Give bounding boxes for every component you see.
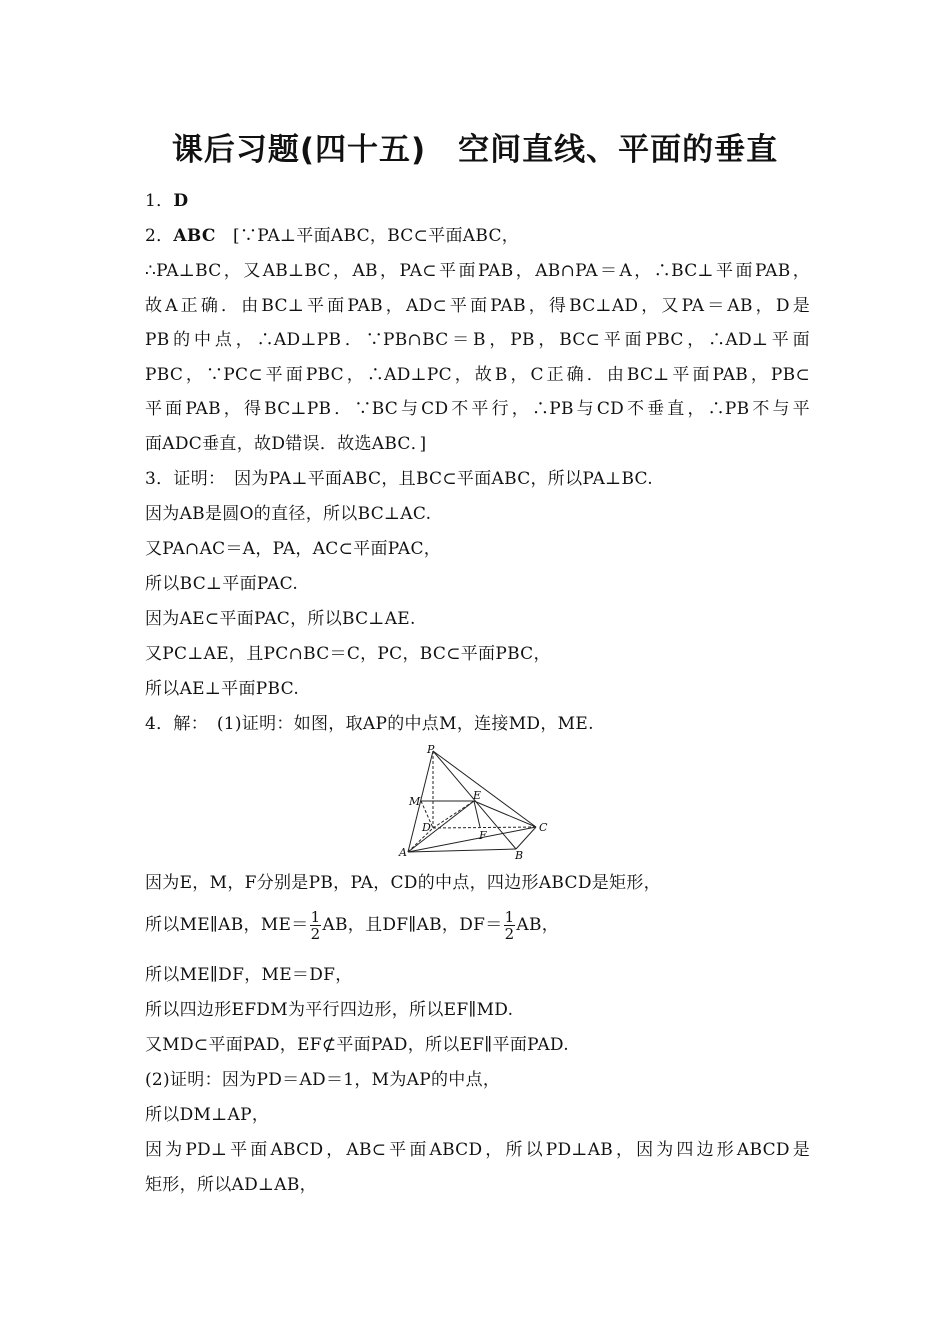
label-D: D [422,821,431,834]
geometry-figure [390,743,560,863]
fraction-numerator: 1 [504,908,515,926]
text-line: 平面PAB，得BC⊥PB．∵BC与CD不平行，∴PB与CD不垂直，∴PB不与平 [145,399,810,419]
fraction-denominator: 2 [504,925,515,943]
text-line: 所以BC⊥平面PAC. [145,574,299,594]
answer-number: 2． [145,226,174,246]
fraction-numerator: 1 [310,908,321,926]
text-line: 因为PD⊥平面ABCD，AB⊂平面ABCD，所以PD⊥AB，因为四边形ABCD是 [145,1140,810,1160]
text-line: (2)证明：因为PD＝AD＝1，M为AP的中点， [145,1070,501,1090]
text-line: 又MD⊂平面PAD，EF⊄平面PAD，所以EF∥平面PAD. [145,1035,569,1055]
edge-AE [408,801,474,852]
fraction-denominator: 2 [310,925,321,943]
answer-1 [145,189,810,213]
text-line: 因为AB是圆O的直径，所以BC⊥AC. [145,504,432,524]
text-line: 所以ME∥DF，ME＝DF， [145,965,353,985]
label-E: E [473,789,482,802]
label-F: F [479,829,487,842]
text-line: 所以四边形EFDM为平行四边形，所以EF∥MD. [145,1000,514,1020]
label-P: P [427,743,435,756]
label-C: C [539,821,548,834]
text-line: 4．解： (1)证明：如图，取AP的中点M，连接MD，ME. [145,714,594,734]
answer-choice: ABC [173,226,216,246]
answer-choice: D [173,191,189,211]
text-segment: AB，且DF∥AB，DF＝ [322,915,503,935]
edge-DC [433,827,536,828]
page-title: 课后习题(四十五) 空间直线、平面的垂直 [171,132,779,168]
answer-2 [145,224,810,248]
answer-number: 1． [145,191,174,211]
text-segment: AB， [516,915,560,935]
label-B: B [515,849,524,862]
label-M: M [409,795,421,808]
text-line: 所以DM⊥AP， [145,1105,270,1125]
text-line-with-fractions [145,905,810,945]
text-line: 面ADC垂直，故D错误．故选ABC．] [145,434,427,454]
text-line: ∴PA⊥BC，又AB⊥BC，AB，PA⊂平面PAB，AB∩PA＝A，∴BC⊥平面PAB， [145,261,810,281]
text-line: PB的中点，∴AD⊥PB．∵PB∩BC＝B，PB，BC⊂平面PBC，∴AD⊥平面 [145,330,810,350]
text-line: 矩形，所以AD⊥AB， [145,1175,317,1195]
edge-AB [408,849,516,852]
text-line: 因为AE⊂平面PAC，所以BC⊥AE. [145,609,416,629]
text-segment: 所以ME∥AB，ME＝ [145,915,309,935]
text-line: 3．证明： 因为PA⊥平面ABC，且BC⊂平面ABC，所以PA⊥BC. [145,469,653,489]
label-A: A [399,846,407,859]
edge-DE [433,801,474,828]
text-line: 所以AE⊥平面PBC. [145,679,300,699]
edge-PC [433,751,536,827]
text-line: 又PA∩AC＝A，PA，AC⊂平面PAC， [145,539,442,559]
fraction [310,909,322,942]
text-line: PBC，∵PC⊂平面PBC，∴AD⊥PC，故B，C正确．由BC⊥平面PAB，PB⊂ [145,365,810,385]
text-line: 故A正确．由BC⊥平面PAB，AD⊂平面PAB，得BC⊥AD，又PA＝AB，D是 [145,296,810,316]
edge-EC [474,801,536,827]
fraction [504,909,516,942]
answer-text: [∵PA⊥平面ABC，BC⊂平面ABC， [215,226,520,246]
text-line: 因为E，M，F分别是PB，PA，CD的中点，四边形ABCD是矩形， [145,873,661,893]
text-line: 又PC⊥AE，且PC∩BC＝C，PC，BC⊂平面PBC， [145,644,551,664]
